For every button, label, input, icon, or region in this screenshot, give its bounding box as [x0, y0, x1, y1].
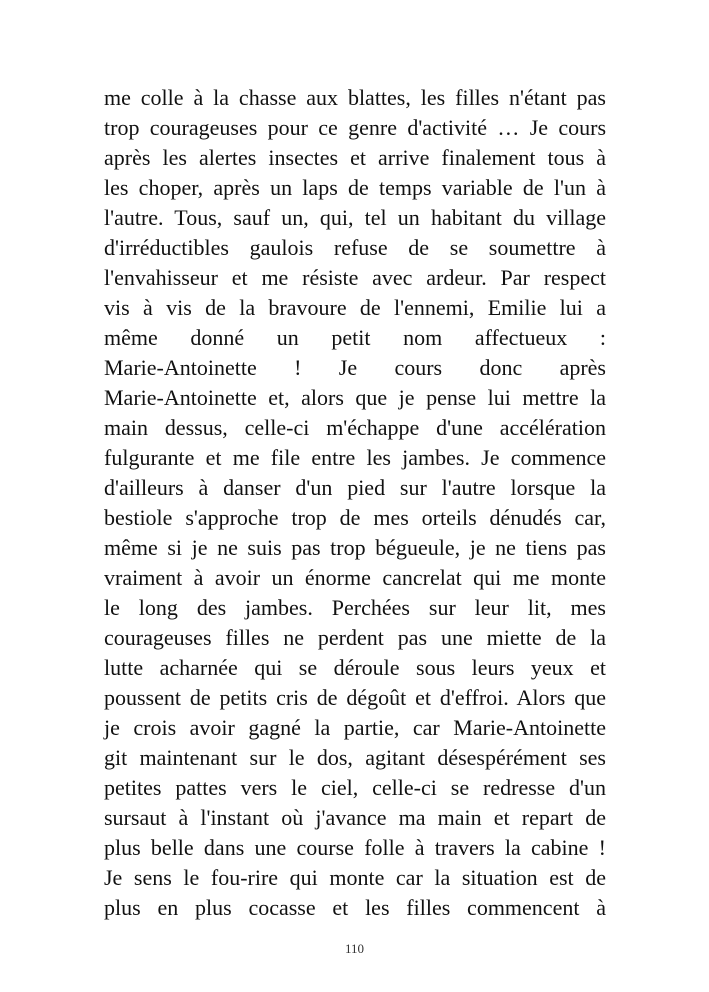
- text-line: me colle à la chasse aux blattes, les filles n'étant pas: [104, 85, 606, 110]
- text-line: Je sens le fou-rire qui monte car la situation est de: [104, 865, 606, 890]
- text-line: lutte acharnée qui se déroule sous leurs yeux et: [104, 655, 606, 680]
- text-line: Marie-Antoinette ! Je cours donc après: [104, 355, 606, 380]
- text-line: même donné un petit nom affectueux :: [104, 325, 606, 350]
- text-line: d'ailleurs à danser d'un pied sur l'autre lorsque la: [104, 475, 606, 500]
- text-line: même si je ne suis pas trop bégueule, je ne tiens pas: [104, 535, 606, 560]
- text-line: git maintenant sur le dos, agitant désespérément ses: [104, 745, 606, 770]
- page-number: 110: [344, 941, 365, 956]
- text-line: plus en plus cocasse et les filles commencent à: [104, 895, 606, 920]
- text-line: bestiole s'approche trop de mes orteils dénudés car,: [104, 505, 606, 530]
- text-line: après les alertes insectes et arrive finalement tous à: [104, 145, 606, 170]
- text-line: je crois avoir gagné la partie, car Marie-Antoinette: [104, 715, 606, 740]
- text-line: l'envahisseur et me résiste avec ardeur. Par respect: [104, 265, 606, 290]
- text-line: main dessus, celle-ci m'échappe d'une accélération: [104, 415, 606, 440]
- text-line: le long des jambes. Perchées sur leur lit, mes: [104, 595, 606, 620]
- text-line: poussent de petits cris de dégoût et d'effroi. Alors que: [104, 685, 606, 710]
- text-line: petites pattes vers le ciel, celle-ci se redresse d'un: [104, 775, 606, 800]
- text-line: l'autre. Tous, sauf un, qui, tel un habitant du village: [104, 205, 606, 230]
- text-line: d'irréductibles gaulois refuse de se soumettre à: [104, 235, 606, 260]
- body-text: [104, 83, 606, 923]
- text-line: Marie-Antoinette et, alors que je pense lui mettre la: [104, 385, 606, 410]
- text-line: vis à vis de la bravoure de l'ennemi, Emilie lui a: [104, 295, 606, 320]
- text-line: plus belle dans une course folle à travers la cabine !: [104, 835, 606, 860]
- text-line: sursaut à l'instant où j'avance ma main et repart de: [104, 805, 606, 830]
- text-line: fulgurante et me file entre les jambes. Je commence: [104, 445, 606, 470]
- text-line: vraiment à avoir un énorme cancrelat qui me monte: [104, 565, 606, 590]
- text-line: trop courageuses pour ce genre d'activité … Je cours: [104, 115, 606, 140]
- text-line: courageuses filles ne perdent pas une miette de la: [104, 625, 606, 650]
- text-line: les choper, après un laps de temps variable de l'un à: [104, 175, 606, 200]
